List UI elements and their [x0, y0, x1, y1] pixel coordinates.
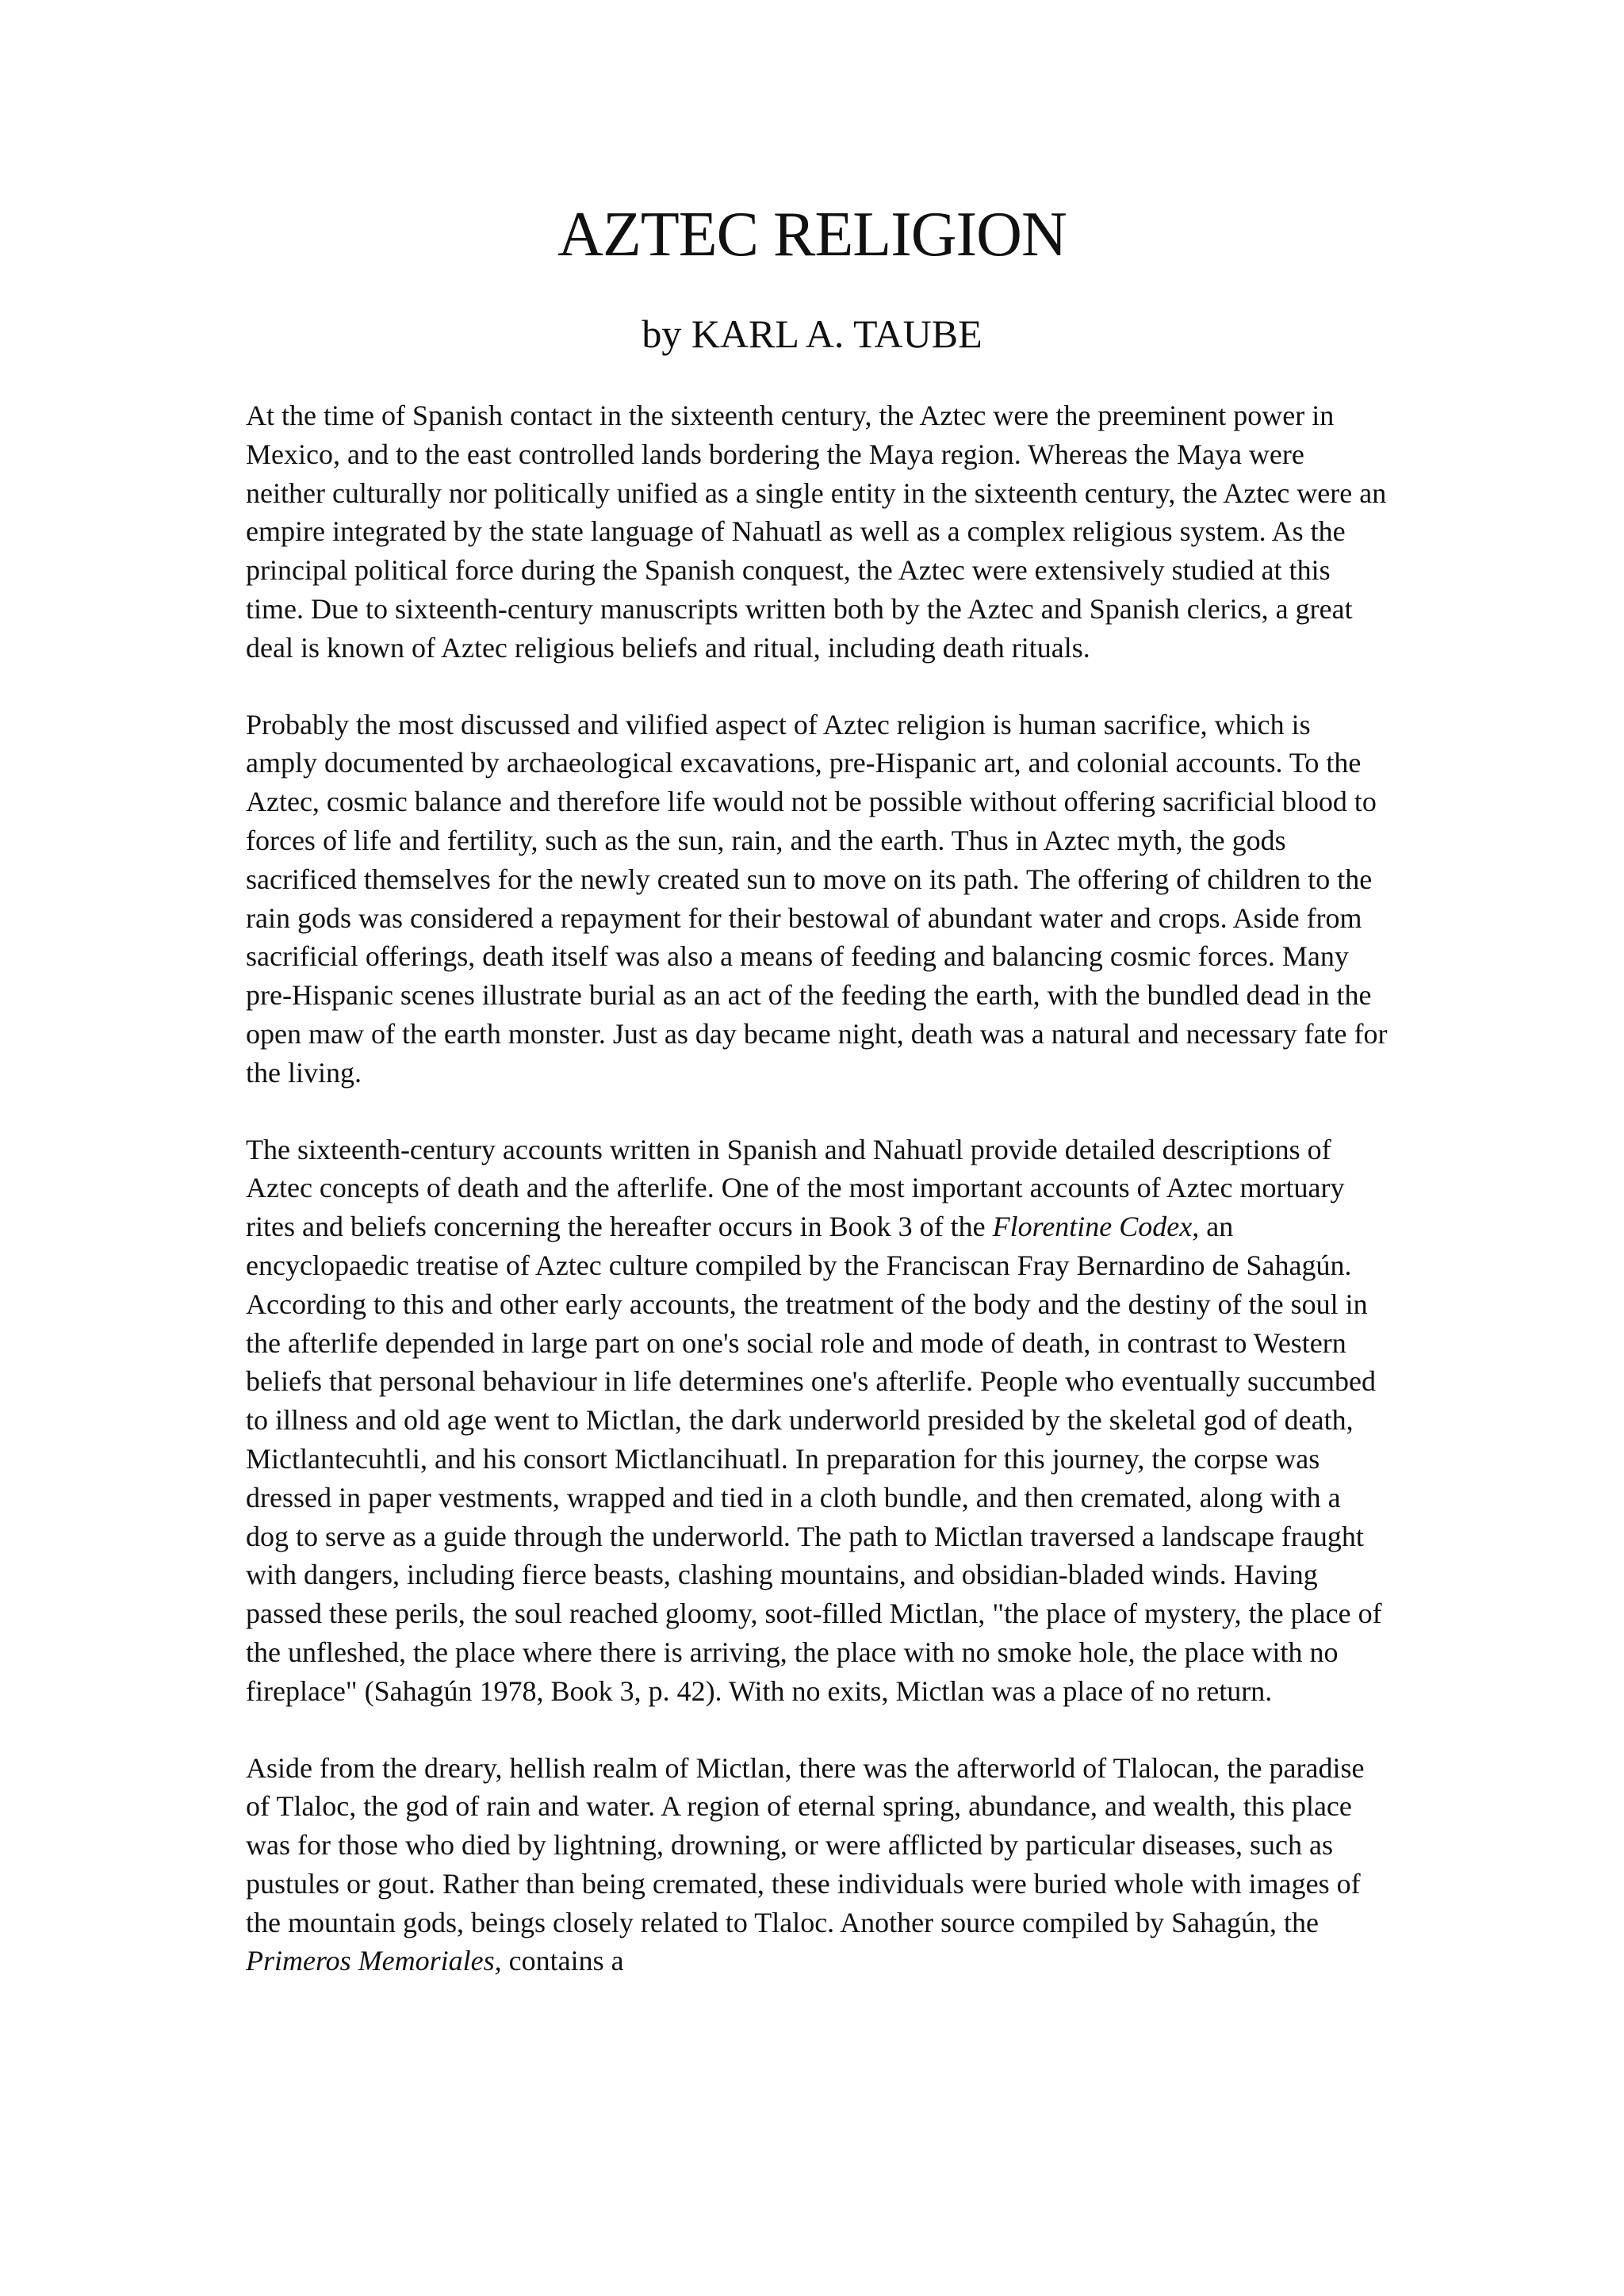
paragraph-text: The sixteenth-century accounts written in Spanish and Nahuatl provide detailed descriptions of Aztec concepts of death and the afterlife. One of the most important accounts of Aztec mortuary rites and beliefs concerning the hereafter occurs in Book 3 of the: [246, 1133, 1345, 1243]
paragraph-2: [246, 706, 1388, 1093]
italic-title-primeros-memoriales: Primeros Memoriales,: [246, 1945, 502, 1977]
document-body: [246, 396, 1388, 2019]
paragraph-1: [246, 396, 1388, 668]
paragraph-4: [246, 1749, 1388, 1981]
page-title: AZTEC RELIGION: [557, 200, 1067, 270]
paragraph-text: an encyclopaedic treatise of Aztec culture compiled by the Franciscan Fray Bernardino de Sahagún. According to this and other early accounts, the treatment of the body and the destiny of the soul in the afterlife depended in large part on one's social role and mode of death, in contrast to Western beliefs that personal behaviour in life determines one's afterlife. People who eventually succumbed to illness and old age went to Mictlan, the dark underworld presided by the skeletal god of death, Mictlantecuhtli, and his consort Mictlancihuatl. In preparation for this journey, the corpse was dressed in paper vestments, wrapped and tied in a cloth bundle, and then cremated, along with a dog to serve as a guide through the underworld. The path to Mictlan traversed a landscape fraught with dangers, including fierce beasts, clashing mountains, and obsidian-bladed winds. Having passed these perils, the soul reached gloomy, soot-filled Mictlan, "the place of mystery, the place of the unfleshed, the place where there is arriving, the place with no smoke hole, the place with no fireplace" (Sahagún 1978, Book 3, p. 42). With no exits, Mictlan was a place of no return.: [246, 1211, 1382, 1707]
italic-title-florentine-codex: Florentine Codex,: [992, 1211, 1200, 1243]
paragraph-text: Aside from the dreary, hellish realm of Mictlan, there was the afterworld of Tlalocan, the paradise of Tlaloc, the god of rain and water. A region of eternal spring, abundance, and wealth, this place was for those who died by lightning, drowning, or were afflicted by particular diseases, such as pustules or gout. Rather than being cremated, these individuals were buried whole with images of the mountain gods, beings closely related to Tlaloc. Another source compiled by Sahagún, the: [246, 1751, 1365, 1938]
paragraph-text: At the time of Spanish contact in the sixteenth century, the Aztec were the preeminent power in Mexico, and to the east controlled lands bordering the Maya region. Whereas the Maya were neither culturally nor politically unified as a single entity in the sixteenth century, the Aztec were an empire integrated by the state language of Nahuatl as well as a complex religious system. As the principal political force during the Spanish conquest, the Aztec were extensively studied at this time. Due to sixteenth-century manuscripts written both by the Aztec and Spanish clerics, a great deal is known of Aztec religious beliefs and ritual, including death rituals.: [246, 400, 1387, 664]
author-byline: by KARL A. TAUBE: [642, 312, 982, 356]
paragraph-text: Probably the most discussed and vilified aspect of Aztec religion is human sacrifice, which is amply documented by archaeological excavations, pre-Hispanic art, and colonial accounts. To the Aztec, cosmic balance and therefore life would not be possible without offering sacrificial blood to forces of life and fertility, such as the sun, rain, and the earth. Thus in Aztec myth, the gods sacrificed themselves for the newly created sun to move on its path. The offering of children to the rain gods was considered a repayment for their bestowal of abundant water and crops. Aside from sacrificial offerings, death itself was also a means of feeding and balancing cosmic forces. Many pre-Hispanic scenes illustrate burial as an act of the feeding the earth, with the bundled dead in the open maw of the earth monster. Just as day became night, death was a natural and necessary fate for the living.: [246, 708, 1388, 1089]
paragraph-text: contains a: [501, 1945, 624, 1977]
paragraph-3: [246, 1131, 1388, 1711]
